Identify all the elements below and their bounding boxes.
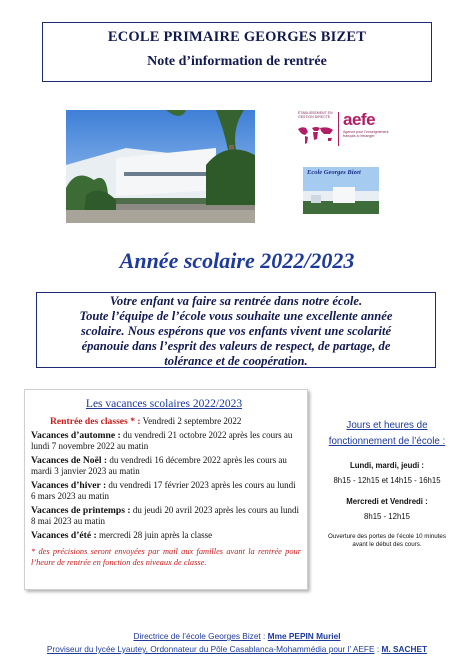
holiday-dates: du jeudi 20 avril 2023 après les cours au lundi 8 mai 2023 au matin bbox=[31, 504, 300, 526]
rentree-date: Vendredi 2 septembre 2022 bbox=[140, 416, 242, 426]
holidays-footnote: * des précisions seront envoyées par mail aux familles avant la rentrée pour l’heure de rentrée en fonction des niveaux de classe. bbox=[31, 547, 301, 567]
holiday-row bbox=[31, 455, 301, 477]
welcome-message bbox=[36, 292, 436, 368]
message-line: Toute l’équipe de l’école vous souhaite une excellente année bbox=[79, 309, 393, 323]
aefe-wordmark: aefe bbox=[343, 110, 376, 129]
aefe-agency-text: Agence pour l’enseignement français à l’étranger bbox=[343, 130, 389, 139]
holiday-label: Vacances d’hiver : bbox=[31, 479, 107, 491]
rentree-label: Rentrée des classes * : bbox=[50, 416, 141, 427]
footer-separator: : bbox=[260, 631, 268, 641]
holiday-row bbox=[31, 480, 301, 502]
holiday-row bbox=[31, 530, 301, 542]
note-subtitle: Note d’information de rentrée bbox=[147, 54, 327, 69]
message-line: scolaire. Nous espérons que vos enfants vivent une scolarité bbox=[80, 324, 392, 338]
aefe-etablissement-text: ÉTABLISSEMENT EN GESTION DIRECTE bbox=[298, 111, 333, 119]
hours-note: Ouverture des portes de l’école 10 minutes avant le début des cours. bbox=[328, 533, 446, 548]
holiday-dates: du vendredi 17 février 2023 après les cours au lundi 6 mars 2023 au matin bbox=[31, 479, 296, 501]
holidays-panel bbox=[24, 389, 308, 590]
school-sign-photo bbox=[303, 167, 379, 214]
director-name: Mme PEPIN Muriel bbox=[267, 631, 341, 641]
holiday-row bbox=[31, 505, 301, 527]
holiday-label: Vacances d’été : bbox=[31, 529, 97, 541]
aefe-logo bbox=[296, 108, 392, 150]
world-map-icon bbox=[296, 123, 336, 147]
proviseur-role: Proviseur du lycée Lyautey, Ordonnateur du Pôle Casablanca-Mohammédia pour l’ AEFE bbox=[46, 644, 375, 654]
holiday-label: Vacances d’automne : bbox=[31, 429, 121, 441]
hours-times-2: 8h15 - 12h15 bbox=[364, 512, 410, 521]
message-line: épanouie dans l’esprit des valeurs de respect, de partage, de bbox=[81, 339, 391, 353]
year-title: Année scolaire 2022/2023 bbox=[119, 248, 355, 273]
hours-times-1: 8h15 - 12h15 et 14h15 - 16h15 bbox=[333, 476, 441, 485]
holiday-dates: du vendredi 16 décembre 2022 après les cours au mardi 3 janvier 2023 au matin bbox=[31, 454, 287, 476]
school-hours bbox=[318, 418, 456, 549]
message-line: Votre enfant va faire sa rentrée dans notre école. bbox=[109, 294, 363, 308]
message-line: tolérance et de coopération. bbox=[164, 354, 308, 368]
school-name: ECOLE PRIMAIRE GEORGES BIZET bbox=[107, 29, 367, 45]
holidays-title: Les vacances scolaires 2022/2023 bbox=[85, 398, 243, 410]
footer-separator: : bbox=[374, 644, 382, 654]
title-box bbox=[42, 22, 432, 82]
proviseur-name: M. SACHET bbox=[381, 644, 428, 654]
logo-divider bbox=[338, 112, 339, 146]
holiday-label: Vacances de Noël : bbox=[31, 454, 108, 466]
school-photo bbox=[66, 110, 255, 223]
hours-title-line1: Jours et heures de bbox=[346, 420, 428, 431]
hours-title-line2: fonctionnement de l’école : bbox=[328, 436, 446, 447]
holiday-dates: du vendredi 21 octobre 2022 après les cours au lundi 7 novembre 2022 au matin bbox=[31, 429, 293, 451]
sign-caption: Ecole Georges Bizet bbox=[307, 169, 361, 176]
holiday-dates: mercredi 28 juin après la classe bbox=[96, 529, 213, 540]
holiday-row bbox=[31, 430, 301, 452]
holiday-label: Vacances de printemps : bbox=[31, 504, 131, 516]
hours-days-2: Mercredi et Vendredi : bbox=[346, 497, 428, 506]
footer-proviseur bbox=[0, 644, 474, 654]
footer-director bbox=[0, 631, 474, 641]
rentree-row bbox=[31, 416, 301, 428]
director-role: Directrice de l’école Georges Bizet bbox=[133, 631, 261, 641]
hours-days-1: Lundi, mardi, jeudi : bbox=[349, 461, 425, 470]
